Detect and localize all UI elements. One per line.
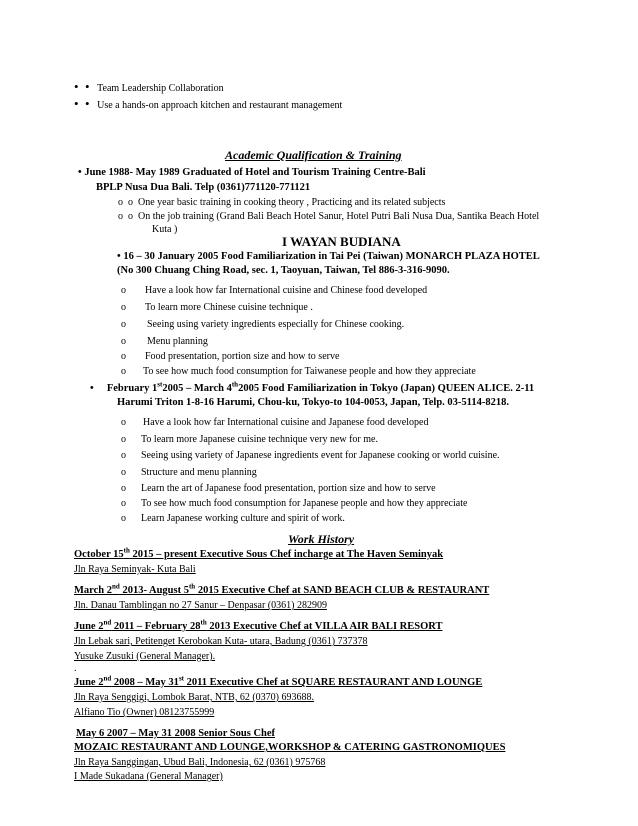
- bullet-icon: •: [117, 251, 121, 262]
- academic-entry-1-sub-2-cont: Kuta ): [152, 224, 178, 235]
- academic-entry-2: • 16 – 30 January 2005 Food Familiarization in Tai Pei (Taiwan) MONARCH PLAZA HOTEL: [117, 251, 540, 262]
- academic-entry-2-sub-2: o To learn more Chinese cuisine technique .: [121, 302, 313, 313]
- job-5-contact: I Made Sukadana (General Manager): [74, 771, 223, 782]
- academic-entry-1: • June 1988- May 1989 Graduated of Hotel and Tourism Training Centre-Bali: [78, 167, 426, 178]
- academic-entry-3-sub-7: o Learn Japanese working culture and spirit of work.: [121, 513, 345, 524]
- circle-bullet-icon: o: [121, 467, 126, 478]
- job-5-title: May 6 2007 – May 31 2008 Senior Sous Chef: [76, 728, 276, 739]
- job-3-contact: Yusuke Zusuki (General Manager).: [74, 651, 216, 662]
- academic-entry-3-sub-6: o To see how much food consumption for Japanese people and how they appreciate: [121, 498, 468, 509]
- academic-entry-1-sub-1: o o One year basic training in cooking theory , Practicing and its related subjects: [118, 197, 446, 208]
- academic-entry-3-sub-1: o Have a look how far International cuisine and Japanese food developed: [121, 417, 429, 428]
- circle-bullet-icon: o: [121, 302, 126, 313]
- job-4-address: Jln Raya Senggigi, Lombok Barat, NTB, 62 (0370) 693688.: [74, 692, 314, 703]
- circle-bullet-icon: o: [121, 285, 126, 296]
- academic-entry-2-sub-1: o Have a look how far International cuisine and Chinese food developed: [121, 285, 428, 296]
- academic-entry-1-sub-2: o o On the job training (Grand Bali Beach Hotel Sanur, Hotel Putri Bali Nusa Dua, Santika Beach Hotel: [118, 211, 540, 222]
- circle-bullet-icon: o o: [118, 211, 133, 222]
- work-history-heading: Work History: [288, 532, 355, 546]
- academic-entry-2-sub-6: o To see how much food consumption for Taiwanese people and how they appreciate: [121, 366, 476, 377]
- academic-entry-2-sub-3: o Seeing using variety ingredients especially for Chinese cooking.: [121, 319, 405, 330]
- academic-entry-3-sub-4: o Structure and menu planning: [121, 467, 257, 478]
- separator-marker: .: [74, 663, 77, 674]
- job-3-title: June 2nd 2011 – February 28th 2013 Executive Chef at VILLA AIR BALI RESORT: [74, 618, 443, 632]
- circle-bullet-icon: o o: [118, 197, 133, 208]
- top-bullet-1: • • Team Leadership Collaboration: [74, 79, 224, 94]
- job-2-title: March 2nd 2013- August 5th 2015 Executive Chef at SAND BEACH CLUB & RESTAURANT: [74, 582, 490, 596]
- circle-bullet-icon: o: [121, 319, 126, 330]
- academic-entry-1-line2: BPLP Nusa Dua Bali. Telp (0361)771120-771121: [96, 182, 311, 193]
- circle-bullet-icon: o: [121, 498, 126, 509]
- job-1-address: Jln Raya Seminyak- Kuta Bali: [74, 564, 196, 575]
- job-5-address: Jln Raya Sanggingan, Ubud Bali, Indonesia, 62 (0361) 975768: [74, 757, 326, 768]
- bullet-icon: •: [90, 383, 94, 394]
- circle-bullet-icon: o: [121, 351, 126, 362]
- academic-entry-2-line2: (No 300 Chuang Ching Road, sec. 1, Taoyuan, Taiwan, Tel 886-3-316-9090.: [117, 265, 450, 276]
- circle-bullet-icon: o: [121, 434, 126, 445]
- academic-entry-3-line2: Harumi Triton 1-8-16 Harumi, Chou-ku, Tokyo-to 104-0053, Japan, Telp. 03-5114-8218.: [117, 397, 509, 408]
- academic-entry-2-sub-4: o Menu planning: [121, 336, 208, 347]
- candidate-name: I WAYAN BUDIANA: [282, 234, 401, 249]
- academic-entry-3: • February 1st2005 – March 4th2005 Food Familiarization in Tokyo (Japan) QUEEN ALICE. 2-11: [90, 380, 535, 394]
- bullet-icon: • •: [74, 79, 90, 94]
- circle-bullet-icon: o: [121, 513, 126, 524]
- job-2-address: Jln. Danau Tamblingan no 27 Sanur – Denpasar (0361) 282909: [74, 600, 327, 611]
- circle-bullet-icon: o: [121, 450, 126, 461]
- academic-entry-3-sub-3: o Seeing using variety of Japanese ingredients event for Japanese cooking or world cuisine.: [121, 450, 500, 461]
- circle-bullet-icon: o: [121, 366, 126, 377]
- academic-entry-3-sub-2: o To learn more Japanese cuisine technique very new for me.: [121, 434, 378, 445]
- circle-bullet-icon: o: [121, 483, 126, 494]
- job-1-title: October 15th 2015 – present Executive Sous Chef incharge at The Haven Seminyak: [74, 546, 444, 560]
- circle-bullet-icon: o: [121, 336, 126, 347]
- bullet-icon: •: [78, 167, 82, 178]
- academic-entry-3-sub-5: o Learn the art of Japanese food presentation, portion size and how to serve: [121, 483, 436, 494]
- bullet-icon: • •: [74, 96, 90, 111]
- circle-bullet-icon: o: [121, 417, 126, 428]
- academic-heading: Academic Qualification & Training: [225, 148, 402, 162]
- academic-entry-2-sub-5: o Food presentation, portion size and how to serve: [121, 351, 340, 362]
- top-bullet-2: • • Use a hands-on approach kitchen and restaurant management: [74, 96, 343, 111]
- job-4-title: June 2nd 2008 – May 31st 2011 Executive Chef at SQUARE RESTAURANT AND LOUNGE: [74, 674, 483, 688]
- job-4-contact: Alfiano Tio (Owner) 08123755999: [74, 707, 215, 718]
- job-3-address: Jln Lebak sari, Petitenget Kerobokan Kuta- utara, Badung (0361) 737378: [74, 636, 368, 647]
- job-5-company: MOZAIC RESTAURANT AND LOUNGE,WORKSHOP & CATERING GASTRONOMIQUES: [74, 742, 506, 753]
